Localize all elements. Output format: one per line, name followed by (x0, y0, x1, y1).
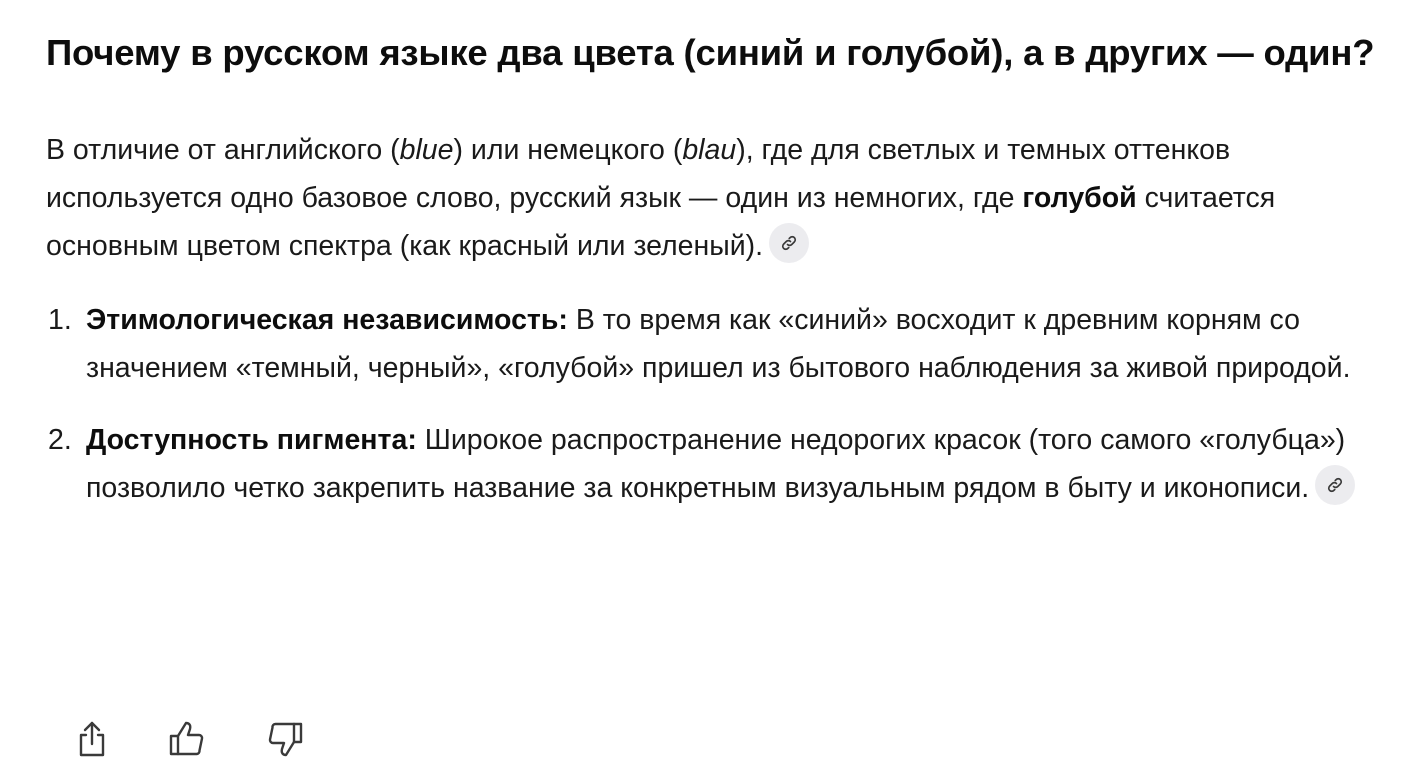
like-button[interactable] (164, 716, 208, 760)
link-icon (1326, 476, 1344, 494)
list-item-title: Этимологическая независимость: (86, 304, 568, 336)
list-item-text: Широкое распространение недорогих красок (того самого «голубца») позволило четко закрепить название за конкретным визуальным рядом в быту и иконописи. (86, 424, 1346, 504)
answer-content (46, 26, 1376, 536)
citation-button-intro[interactable] (769, 223, 809, 263)
list-item (46, 296, 1376, 392)
share-icon (74, 720, 110, 758)
intro-german-word: blau (682, 134, 737, 166)
list-item-number: 1. (48, 304, 72, 336)
link-icon (780, 234, 798, 252)
share-button[interactable] (70, 716, 114, 760)
intro-bold-word: голубой (1022, 182, 1137, 214)
list-item (46, 416, 1376, 512)
intro-text-4: считается основным цветом спектра (как красный или зеленый). (46, 182, 1276, 262)
thumbs-up-icon (168, 720, 208, 758)
answer-heading: Почему в русском языке два цвета (синий и голубой), а в других — один? (46, 32, 1375, 73)
intro-paragraph (46, 126, 1376, 270)
dislike-button[interactable] (260, 716, 304, 760)
intro-text-1: В отличие от английского ( (46, 134, 400, 166)
list-item-number: 2. (48, 424, 72, 456)
citation-button-item-2[interactable] (1315, 465, 1355, 505)
list-item-title: Доступность пигмента: (86, 424, 417, 456)
intro-text-2: ) или немецкого ( (453, 134, 683, 166)
list-item-text: В то время как «синий» восходит к древним корням со значением «темный, черный», «голубой» пришел из бытового наблюдения за живой природой. (86, 304, 1351, 384)
thumbs-down-icon (264, 720, 304, 758)
intro-english-word: blue (399, 134, 454, 166)
reasons-list (46, 296, 1376, 512)
intro-text-3: ), где для светлых и темных оттенков используется одно базовое слово, русский язык — один из немногих, где (46, 134, 1231, 214)
